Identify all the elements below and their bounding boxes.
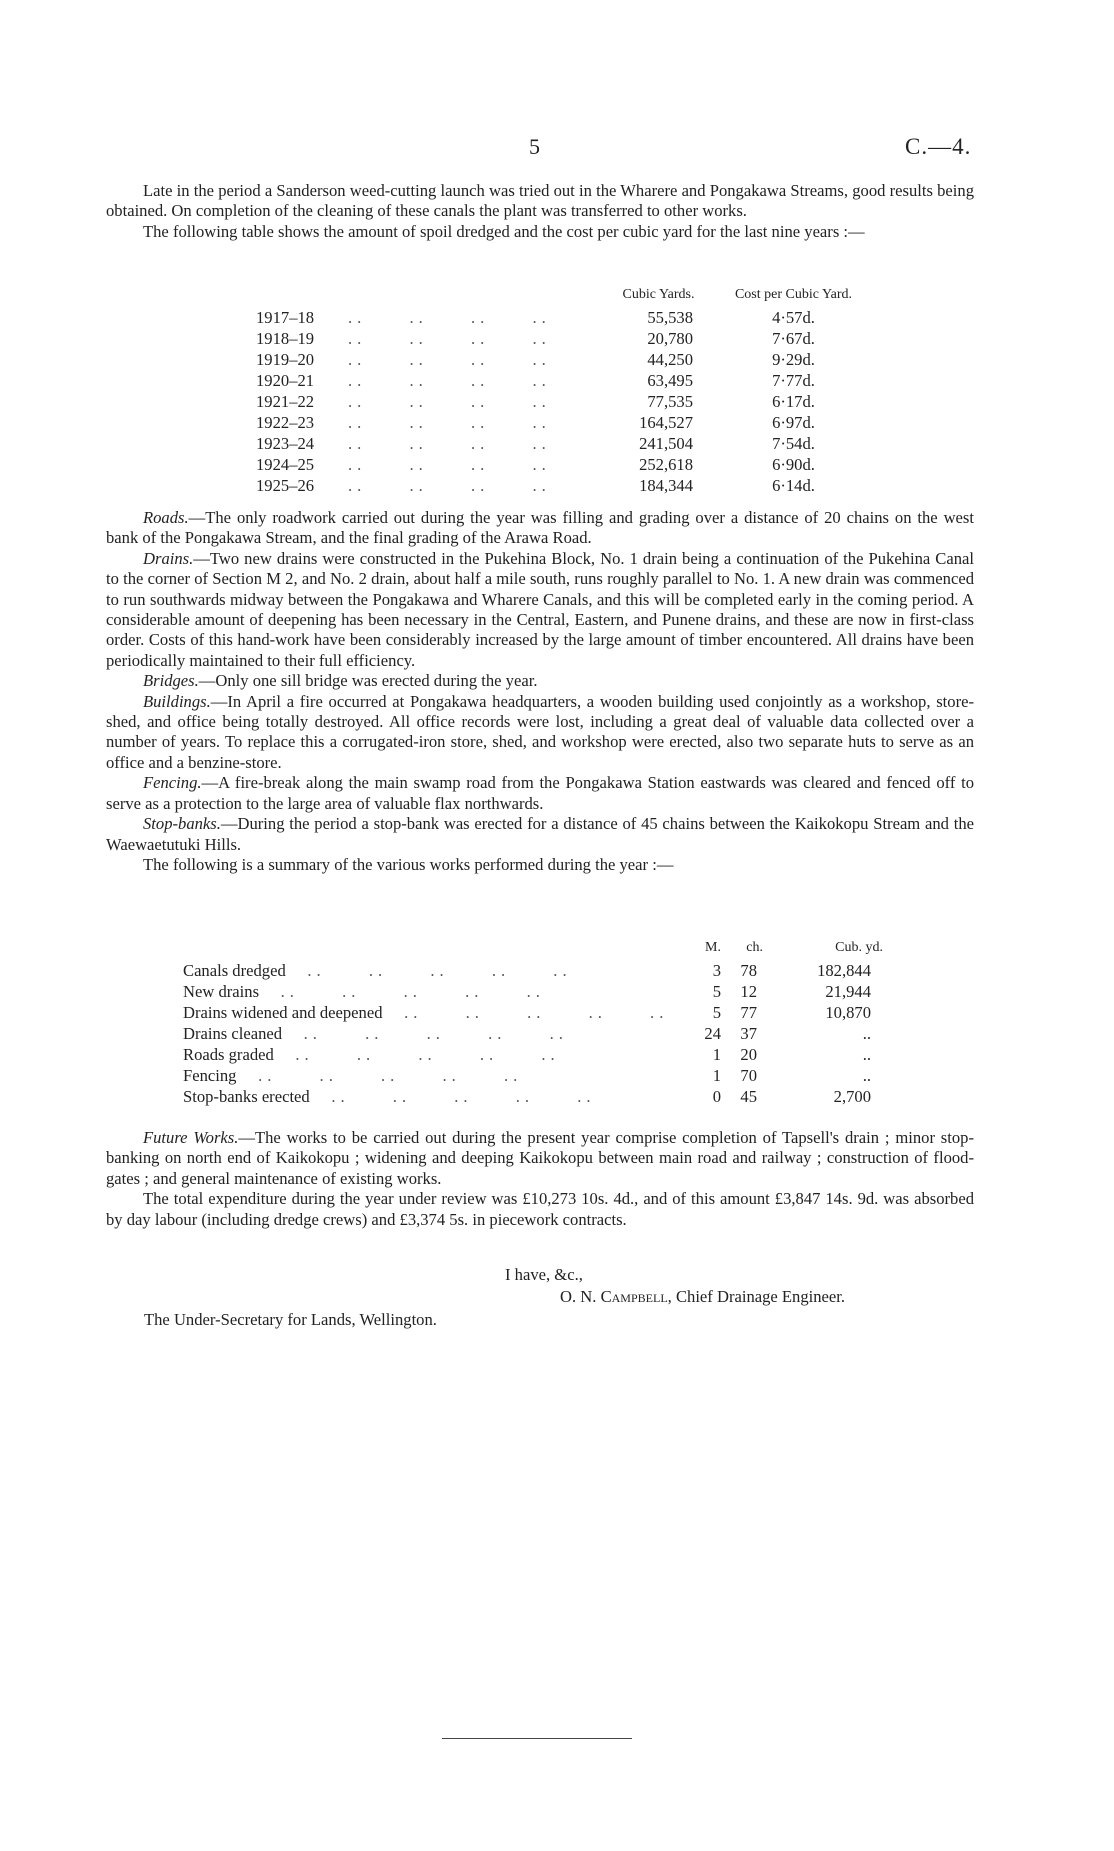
summary-chains: 37 <box>740 1024 757 1043</box>
dredge-year: 1925–26 <box>256 476 315 495</box>
summary-item-cell <box>183 982 693 1003</box>
dredge-yards: 55,538 <box>647 308 693 327</box>
summary-item: Drains widened and deepened <box>183 1003 383 1022</box>
leader-dots: .. .. .. .. .. <box>236 1066 523 1085</box>
leader-dots: .. .. .. .. <box>348 308 551 327</box>
summary-item: Fencing <box>183 1066 237 1085</box>
roads-heading: Roads. <box>143 508 189 527</box>
summary-table <box>183 940 883 1108</box>
summary-item-cell <box>183 961 693 982</box>
summary-item: Roads graded <box>183 1045 274 1064</box>
summary-miles: 5 <box>712 1003 721 1022</box>
leader-dots: .. .. .. .. <box>348 413 551 432</box>
leader-dots: .. .. .. .. .. <box>309 1087 596 1106</box>
summary-item-cell <box>183 1024 693 1045</box>
leader-dots: .. .. .. .. .. <box>285 961 572 980</box>
intro-block <box>106 181 974 242</box>
future-works-heading: Future Works. <box>143 1128 239 1147</box>
col-header-cost: Cost per Cubic Yard. <box>734 287 853 302</box>
dredge-year: 1922–23 <box>256 413 315 432</box>
leader-dots: .. .. .. .. .. <box>259 982 545 1001</box>
summary-chains: 78 <box>740 961 757 980</box>
dredge-row <box>256 392 876 413</box>
drains-text: —Two new drains were constructed in the Pukehina Block, No. 1 drain being a continuation of the Pukehina Canal to the corner of Section M 2, and No. 2 drain, about half a mile south, runs roughly parallel to No. 1. A new drain was commenced to run southwards midway between the Pongakawa and Wharere Canals, and this will be completed early in the coming period. A considerable amount of deepening has been necessary in the Central, Eastern, and Punene drains, and these are now in first-class order. Costs of this hand-work have been considerably increased by the large amount of timber encountered. All drains have been periodically maintained to their full efficiency. <box>106 548 974 670</box>
dredge-yards: 241,504 <box>639 434 693 453</box>
leader-dots: .. .. .. .. <box>348 350 551 369</box>
table-intro-paragraph: The following table shows the amount of spoil dredged and the cost per cubic yard for the last nine years :— <box>143 221 865 241</box>
buildings-paragraph <box>106 692 974 774</box>
bridges-paragraph <box>106 671 974 691</box>
dredge-row <box>256 329 876 350</box>
summary-row <box>183 982 883 1003</box>
summary-miles: 24 <box>704 1024 721 1043</box>
summary-chains: 77 <box>740 1003 757 1022</box>
summary-row <box>183 1066 883 1087</box>
closing-rule <box>442 1738 632 1739</box>
leader-dots: .. .. .. .. <box>348 392 551 411</box>
summary-chains: 20 <box>740 1045 757 1064</box>
leader-dots: .. .. .. .. <box>348 371 551 390</box>
roads-text: —The only roadwork carried out during the year was filling and grading over a distance of 20 chains on the west bank of the Pongakawa Stream, and the final grading of the Arawa Road. <box>106 508 974 548</box>
salutation: I have, &c., <box>505 1265 583 1284</box>
buildings-heading: Buildings. <box>143 691 211 711</box>
closing-block <box>106 1128 974 1230</box>
signature-line <box>560 1287 845 1307</box>
fencing-heading: Fencing. <box>143 773 202 793</box>
summary-table-header <box>183 940 883 961</box>
page-number: 5 <box>529 134 540 159</box>
summary-cubic-yards: 21,944 <box>825 982 871 1001</box>
summary-miles: 0 <box>712 1087 721 1106</box>
summary-cubic-yards: .. <box>862 1066 871 1085</box>
summary-item: New drains <box>183 982 260 1001</box>
dredge-table-header <box>256 287 876 308</box>
dredge-year: 1918–19 <box>256 329 315 348</box>
dredge-cost: 9·29d. <box>772 350 815 369</box>
leader-dots: .. .. .. .. <box>348 455 551 474</box>
dredge-yards: 252,618 <box>639 455 693 474</box>
dredge-row <box>256 476 876 497</box>
dredge-row <box>256 455 876 476</box>
dredge-cost: 6·90d. <box>772 455 815 474</box>
addressee: The Under-Secretary for Lands, Wellington. <box>144 1310 437 1329</box>
future-works-paragraph <box>106 1128 974 1189</box>
summary-miles: 3 <box>712 961 721 980</box>
summary-item-cell <box>183 1087 693 1108</box>
col-header-chains: ch. <box>746 940 763 955</box>
summary-row <box>183 961 883 982</box>
summary-miles: 1 <box>712 1045 721 1064</box>
dredge-yards: 184,344 <box>639 476 693 495</box>
dredge-cost: 7·67d. <box>772 329 815 348</box>
summary-chains: 45 <box>740 1087 757 1106</box>
dredge-yards: 164,527 <box>639 413 693 432</box>
dredge-yards: 44,250 <box>647 350 693 369</box>
leader-dots: .. .. .. .. .. <box>273 1045 560 1064</box>
intro-paragraph: Late in the period a Sanderson weed-cutting launch was tried out in the Wharere and Pongakawa Streams, good results being obtained. On completion of the cleaning of these canals the plant was transferred to other works. <box>106 181 974 221</box>
summary-miles: 1 <box>712 1066 721 1085</box>
summary-item: Drains cleaned <box>183 1024 283 1043</box>
drains-heading: Drains. <box>143 548 194 568</box>
col-header-cubic-yards-summary: Cub. yd. <box>835 940 883 955</box>
fencing-text: —A fire-break along the main swamp road from the Pongakawa Station eastwards was cleared and fenced off to serve as a protection to the large area of valuable flax northwards. <box>106 773 974 813</box>
drains-paragraph <box>106 549 974 671</box>
leader-dots: .. .. .. .. .. <box>382 1003 669 1022</box>
summary-item-cell <box>183 1003 693 1024</box>
summary-item: Stop-banks erected <box>183 1087 310 1106</box>
dredge-cost: 6·14d. <box>772 476 815 495</box>
leader-dots: .. .. .. .. <box>348 476 551 495</box>
col-header-miles: M. <box>705 940 721 955</box>
sections-block <box>106 508 974 875</box>
dredge-row <box>256 350 876 371</box>
dredge-year: 1917–18 <box>256 308 315 327</box>
summary-cubic-yards: 10,870 <box>825 1003 871 1022</box>
stopbanks-text: —During the period a stop-bank was erected for a distance of 45 chains between the Kaikokopu Stream and the Waewaetutuki Hills. <box>106 814 974 854</box>
summary-row <box>183 1087 883 1108</box>
col-header-cubic-yards: Cubic Yards. <box>622 287 695 302</box>
summary-chains: 70 <box>740 1066 757 1085</box>
summary-chains: 12 <box>740 982 757 1001</box>
signer-initials: O. N. <box>560 1287 597 1306</box>
leader-dots: .. .. .. .. .. <box>282 1024 568 1043</box>
signer-surname: Campbell <box>600 1287 668 1306</box>
summary-item: Canals dredged <box>183 961 286 980</box>
roads-paragraph <box>106 508 974 549</box>
dredge-cost: 7·54d. <box>772 434 815 453</box>
dredge-yards: 20,780 <box>647 329 693 348</box>
bridges-heading: Bridges. <box>143 671 199 691</box>
summary-row <box>183 1003 883 1024</box>
dredge-year: 1920–21 <box>256 371 315 390</box>
dredge-yards: 63,495 <box>647 371 693 390</box>
leader-dots: .. .. .. .. <box>348 329 551 348</box>
summary-row <box>183 1045 883 1066</box>
buildings-text: —In April a fire occurred at Pongakawa headquarters, a wooden building used conjointly as a workshop, store-shed, and office being totally destroyed. All office records were lost, including a great deal of valuable data collected over a number of years. To replace this a corrugated-iron store, shed, and workshop were erected, also two separate huts to serve as an office and a benzine-store. <box>106 691 974 772</box>
summary-item-cell <box>183 1066 693 1087</box>
dredge-row <box>256 434 876 455</box>
summary-intro-paragraph: The following is a summary of the various works performed during the year :— <box>143 854 674 874</box>
dredge-cost: 6·97d. <box>772 413 815 432</box>
dredge-cost: 4·57d. <box>772 308 815 327</box>
stopbanks-heading: Stop-banks. <box>143 814 221 834</box>
dredge-yards: 77,535 <box>647 392 693 411</box>
expenditure-paragraph: The total expenditure during the year under review was £10,273 10s. 4d., and of this amount £3,847 14s. 9d. was absorbed by day labour (including dredge crews) and £3,374 5s. in piecework contracts. <box>106 1189 974 1229</box>
leader-dots: .. .. .. .. <box>348 434 551 453</box>
bridges-text: —Only one sill bridge was erected during the year. <box>198 671 538 691</box>
dredge-row <box>256 308 876 329</box>
dredge-cost: 6·17d. <box>772 392 815 411</box>
dredge-row <box>256 413 876 434</box>
fencing-paragraph <box>106 773 974 814</box>
summary-cubic-yards: 182,844 <box>817 961 871 980</box>
summary-cubic-yards: .. <box>862 1024 871 1043</box>
signer-title: , Chief Drainage Engineer. <box>667 1287 846 1306</box>
summary-cubic-yards: .. <box>862 1045 871 1064</box>
dredge-row <box>256 371 876 392</box>
dredge-year: 1919–20 <box>256 350 315 369</box>
future-works-text: —The works to be carried out during the present year comprise completion of Tapsell's drain ; minor stop-banking on north end of Kaikokopu ; widening and deeping Kaikokopu between main road and railway ; construction of flood-gates ; and general maintenance of existing works. <box>106 1128 974 1188</box>
dredge-cost: 7·77d. <box>772 371 815 390</box>
dredge-table <box>256 287 876 497</box>
document-reference: C.—4. <box>905 134 972 159</box>
summary-miles: 5 <box>712 982 721 1001</box>
summary-item-cell <box>183 1045 693 1066</box>
dredge-year: 1921–22 <box>256 392 315 411</box>
dredge-year: 1923–24 <box>256 434 315 453</box>
summary-row <box>183 1024 883 1045</box>
dredge-year: 1924–25 <box>256 455 315 474</box>
stopbanks-paragraph <box>106 814 974 855</box>
summary-cubic-yards: 2,700 <box>833 1087 871 1106</box>
